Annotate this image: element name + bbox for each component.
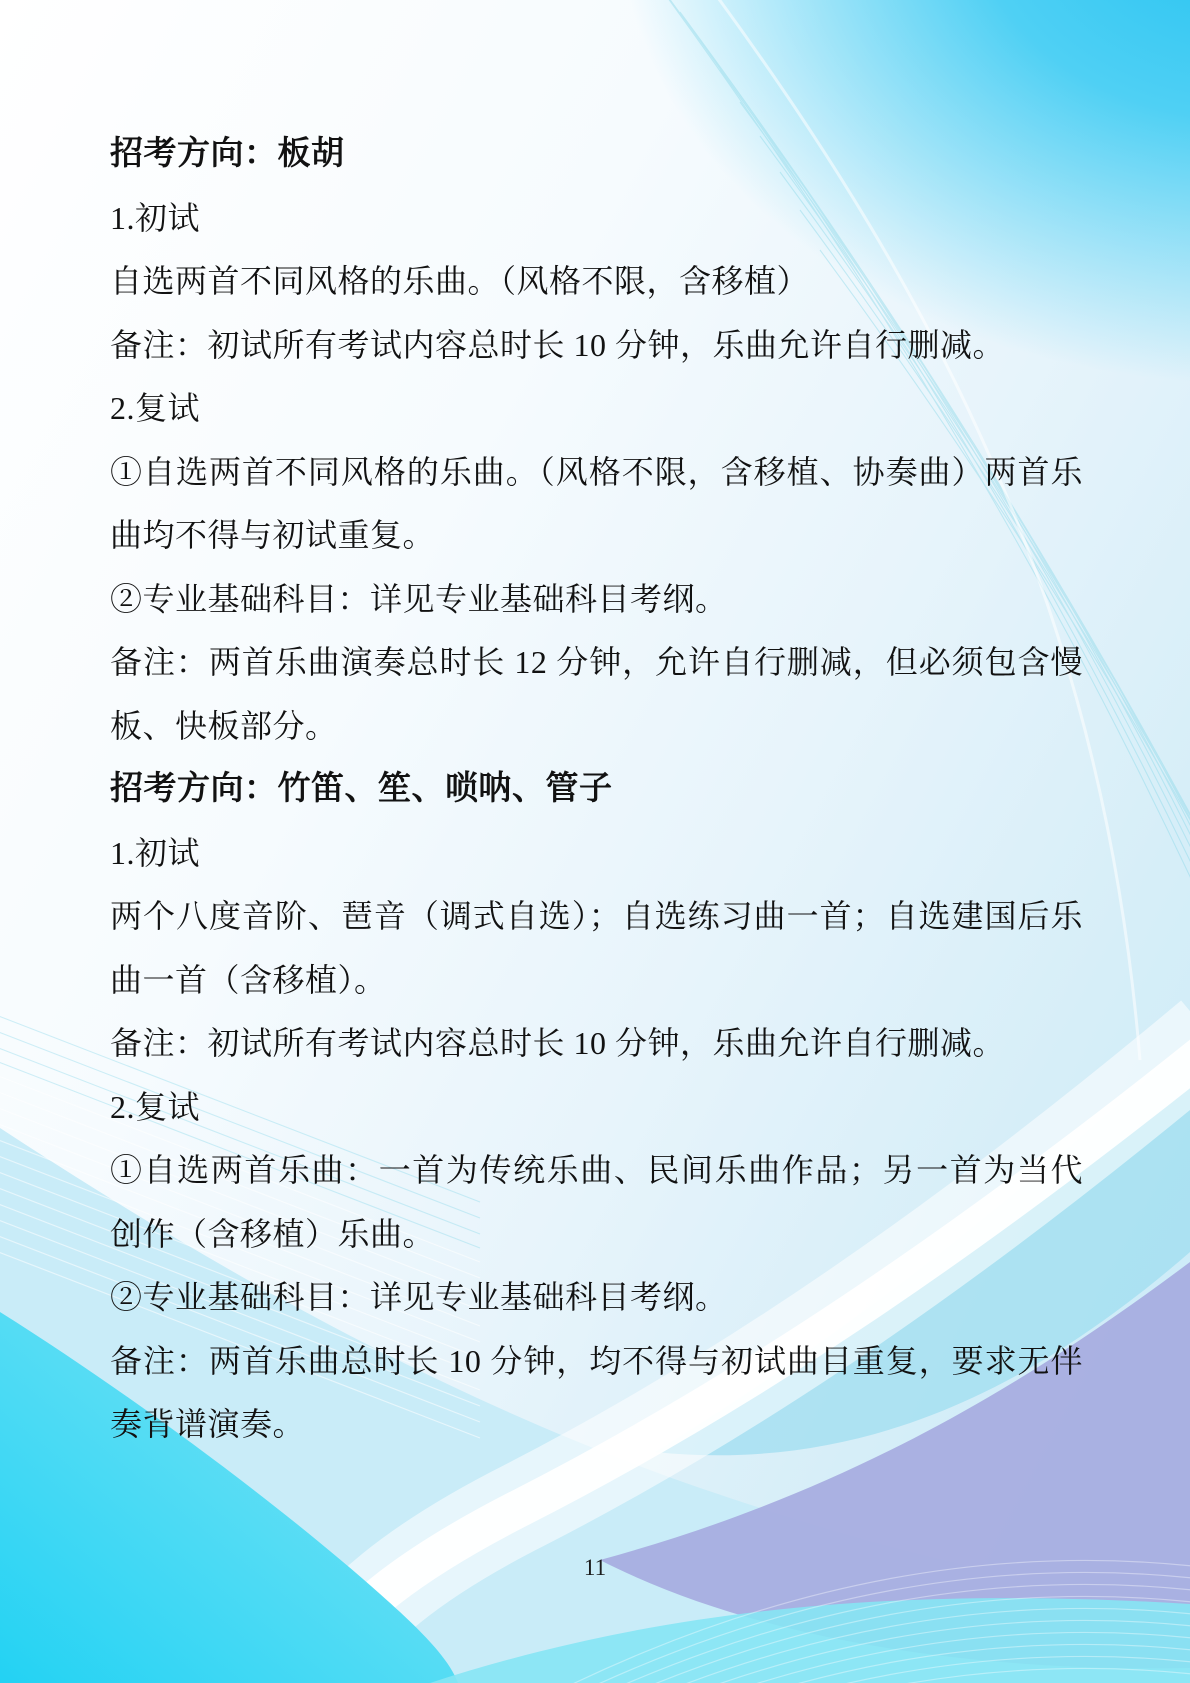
section-heading-zhudi: 招考方向：竹笛、笙、唢呐、管子: [110, 771, 613, 807]
paragraph: ②专业基础科目：详见专业基础科目考纲。: [110, 1279, 728, 1315]
paragraph: 2.复试: [110, 390, 201, 426]
paragraph: 1.初试: [110, 834, 201, 871]
paragraph: 备注：初试所有考试内容总时长 10 分钟，乐曲允许自行删减。: [110, 1025, 1006, 1061]
section-banhu: [110, 123, 1083, 758]
paragraph: ①自选两首乐曲：一首为传统乐曲、民间乐曲作品；另一首为当代创作（含移植）乐曲。: [110, 1152, 1083, 1252]
section-zhudi-sheng-suona-guanzi: [110, 758, 1083, 1457]
page-content: [110, 123, 1083, 1457]
paragraph: 1.初试: [110, 199, 201, 236]
section-heading-banhu: 招考方向：板胡: [110, 136, 345, 172]
paragraph: 两个八度音阶、琶音（调式自选）；自选练习曲一首；自选建国后乐曲一首（含移植）。: [110, 898, 1083, 998]
paragraph: 自选两首不同风格的乐曲。（风格不限，含移植）: [110, 263, 810, 299]
page-number: 11: [583, 1555, 607, 1580]
paragraph: 备注：两首乐曲演奏总时长 12 分钟，允许自行删减，但必须包含慢板、快板部分。: [110, 644, 1083, 744]
paragraph: 备注：两首乐曲总时长 10 分钟，均不得与初试曲目重复，要求无伴奏背谱演奏。: [110, 1342, 1083, 1442]
paragraph: ①自选两首不同风格的乐曲。（风格不限，含移植、协奏曲）两首乐曲均不得与初试重复。: [110, 453, 1083, 553]
page-footer: [0, 1553, 1190, 1583]
paragraph: 备注：初试所有考试内容总时长 10 分钟，乐曲允许自行删减。: [110, 326, 1006, 363]
paragraph: ②专业基础科目：详见专业基础科目考纲。: [110, 580, 728, 617]
paragraph: 2.复试: [110, 1088, 201, 1125]
